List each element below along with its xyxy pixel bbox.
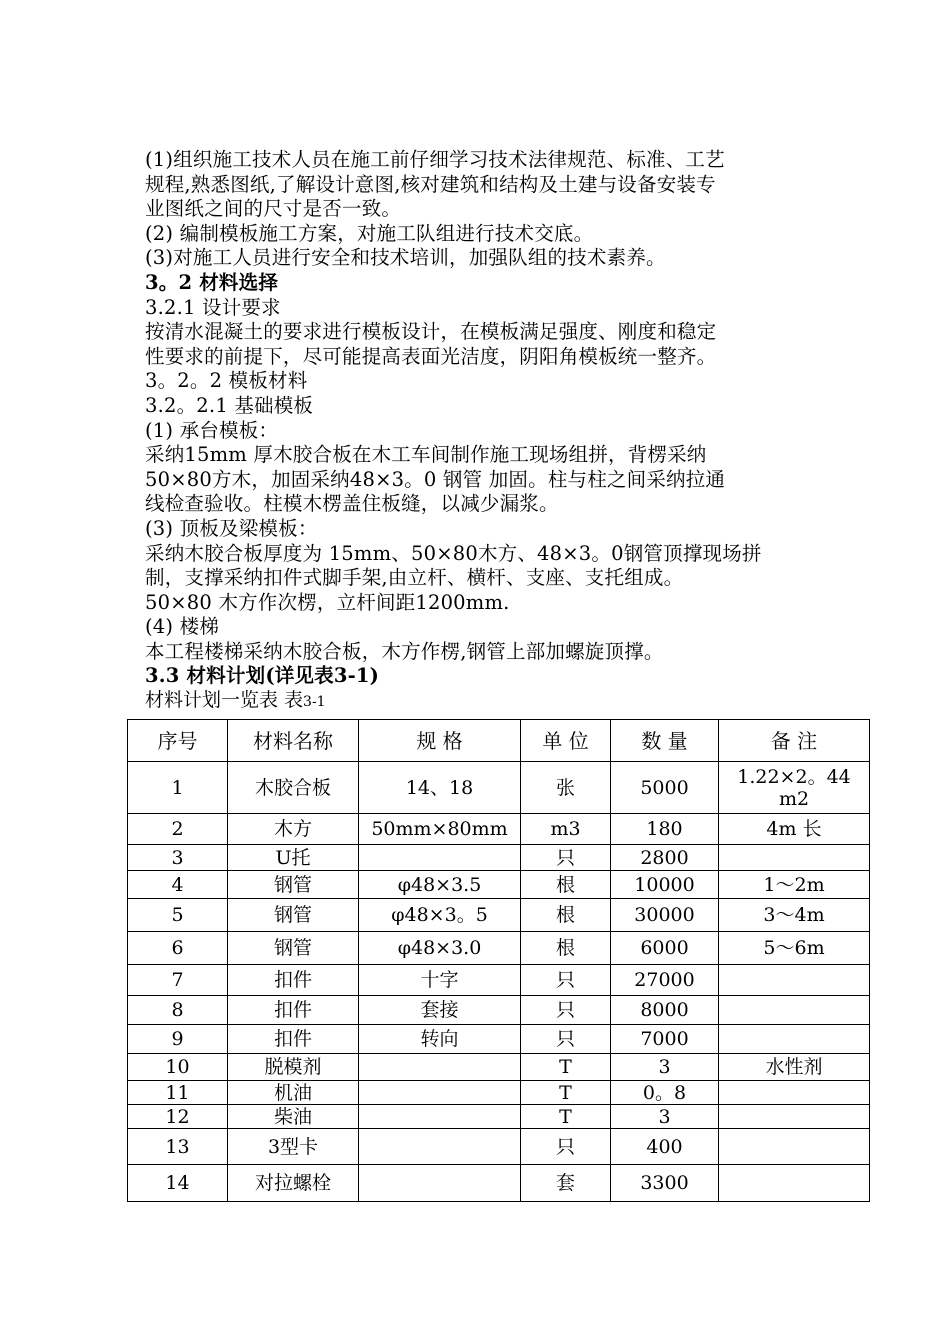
table-cell: φ48×3.0 — [359, 932, 521, 965]
table-cell: T — [521, 1054, 611, 1081]
table-row — [128, 762, 870, 814]
table-cell: 10000 — [611, 871, 719, 899]
table-cell — [719, 845, 870, 871]
table-cell — [719, 1129, 870, 1165]
table-header-row — [128, 720, 870, 762]
table-row — [128, 1081, 870, 1105]
table-row — [128, 845, 870, 871]
paragraph-line: 本工程楼梯采纳木胶合板，木方作楞,钢管上部加螺旋顶撑。 — [145, 639, 664, 663]
header-cell: 规 格 — [359, 720, 521, 762]
table-cell: 180 — [611, 814, 719, 845]
material-plan-table — [127, 719, 870, 1202]
table-row — [128, 1165, 870, 1202]
table-cell: φ48×3.5 — [359, 871, 521, 899]
table-cell: 十字 — [359, 965, 521, 996]
table-cell: 11 — [128, 1081, 228, 1105]
table-cell: 2 — [128, 814, 228, 845]
table-cell: 400 — [611, 1129, 719, 1165]
header-cell: 单 位 — [521, 720, 611, 762]
header-cell: 序号 — [128, 720, 228, 762]
table-cell — [359, 1105, 521, 1129]
table-cell: 14 — [128, 1165, 228, 1202]
table-cell: 13 — [128, 1129, 228, 1165]
paragraph-line: 50×80 木方作次楞，立杆间距1200mm. — [145, 590, 510, 614]
table-cell — [719, 1025, 870, 1054]
item-heading: (3) 顶板及梁模板： — [145, 516, 318, 540]
paragraph-line: 性要求的前提下，尽可能提高表面光洁度，阴阳角模板统一整齐。 — [145, 344, 717, 368]
table-cell: 8000 — [611, 996, 719, 1025]
table-cell: 只 — [521, 1025, 611, 1054]
table-cell: 3 — [128, 845, 228, 871]
table-cell: 4m 长 — [719, 814, 870, 845]
table-cell: 脱模剂 — [228, 1054, 359, 1081]
table-cell: 14、18 — [359, 762, 521, 814]
table-row — [128, 1129, 870, 1165]
subsection-heading: 3.2。2.1 基础模板 — [145, 393, 314, 417]
section-heading: 3。2 材料选择 — [145, 270, 279, 294]
table-row — [128, 1025, 870, 1054]
subsection-heading: 3。2。2 模板材料 — [145, 369, 308, 393]
table-cell: 水性剂 — [719, 1054, 870, 1081]
paragraph-line: (1)组织施工技术人员在施工前仔细学习技术法律规范、标准、工艺 — [145, 148, 725, 171]
table-row — [128, 814, 870, 845]
table-cell: 转向 — [359, 1025, 521, 1054]
table-cell: 4 — [128, 871, 228, 899]
table-cell: 木方 — [228, 814, 359, 845]
table-cell: 柴油 — [228, 1105, 359, 1129]
table-cell: 扣件 — [228, 1025, 359, 1054]
table-cell: 7000 — [611, 1025, 719, 1054]
table-cell: 只 — [521, 996, 611, 1025]
paragraph-line: 制，支撑采纳扣件式脚手架,由立杆、横杆、支座、支托组成。 — [145, 566, 684, 590]
table-cell: 1.22×2。44 m2 — [719, 762, 870, 814]
table-caption — [145, 689, 845, 711]
table-row — [128, 965, 870, 996]
table-cell: 50mm×80mm — [359, 814, 521, 845]
table-cell: 1 — [128, 762, 228, 814]
table-caption-number: 3-1 — [303, 694, 326, 711]
table-cell: T — [521, 1105, 611, 1129]
table-cell: 2800 — [611, 845, 719, 871]
document-body — [145, 148, 845, 711]
paragraph-line: 按清水混凝土的要求进行模板设计，在模板满足强度、刚度和稳定 — [145, 320, 717, 344]
table-cell: 根 — [521, 871, 611, 899]
header-cell: 备 注 — [719, 720, 870, 762]
table-cell: 木胶合板 — [228, 762, 359, 814]
table-cell: 1～2m — [719, 871, 870, 899]
table-row — [128, 871, 870, 899]
table-cell: 3 — [611, 1054, 719, 1081]
table-cell: 3～4m — [719, 899, 870, 932]
header-cell: 数 量 — [611, 720, 719, 762]
table-cell: U托 — [228, 845, 359, 871]
table-cell — [359, 1054, 521, 1081]
paragraph-line: 采纳15mm 厚木胶合板在木工车间制作施工现场组拼，背楞采纳 — [145, 443, 707, 467]
table-row — [128, 996, 870, 1025]
table-cell — [359, 1081, 521, 1105]
table-row — [128, 1105, 870, 1129]
table-cell: 5～6m — [719, 932, 870, 965]
table-cell: 9 — [128, 1025, 228, 1054]
table-cell: 3型卡 — [228, 1129, 359, 1165]
table-row — [128, 899, 870, 932]
table-cell: 30000 — [611, 899, 719, 932]
table-cell: T — [521, 1081, 611, 1105]
table-cell — [359, 1165, 521, 1202]
paragraph-line: 业图纸之间的尺寸是否一致。 — [145, 197, 402, 221]
table-cell — [359, 845, 521, 871]
table-cell: m3 — [521, 814, 611, 845]
subsection-heading: 3.2.1 设计要求 — [145, 295, 281, 319]
table-cell: 6 — [128, 932, 228, 965]
table-cell — [719, 965, 870, 996]
table-cell — [719, 1081, 870, 1105]
item-heading: (1) 承台模板： — [145, 418, 279, 442]
table-cell: 10 — [128, 1054, 228, 1081]
table-row — [128, 1054, 870, 1081]
table-cell: 5 — [128, 899, 228, 932]
table-row — [128, 932, 870, 965]
table-cell: 钢管 — [228, 871, 359, 899]
table-cell: 27000 — [611, 965, 719, 996]
table-cell — [359, 1129, 521, 1165]
paragraph-line: (3)对施工人员进行安全和技术培训，加强队组的技术素养。 — [145, 246, 666, 270]
table-cell: 对拉螺栓 — [228, 1165, 359, 1202]
table-cell: 钢管 — [228, 899, 359, 932]
table-cell: 套 — [521, 1165, 611, 1202]
table-cell: 机油 — [228, 1081, 359, 1105]
table-cell — [719, 996, 870, 1025]
table-cell: 5000 — [611, 762, 719, 814]
table-cell: 扣件 — [228, 965, 359, 996]
header-cell: 材料名称 — [228, 720, 359, 762]
table-cell — [719, 1105, 870, 1129]
table-cell: 0。8 — [611, 1081, 719, 1105]
table-cell: 张 — [521, 762, 611, 814]
table-cell: 12 — [128, 1105, 228, 1129]
paragraph-line: 线检查验收。柱模木楞盖住板缝，以减少漏浆。 — [145, 492, 559, 516]
paragraph-line: 50×80方木，加固采纳48×3。0 钢管 加固。柱与柱之间采纳拉通 — [145, 467, 726, 491]
table-caption-text: 材料计划一览表 表 — [145, 689, 304, 712]
table-cell: 套接 — [359, 996, 521, 1025]
table-cell: 3300 — [611, 1165, 719, 1202]
table-cell: 只 — [521, 1129, 611, 1165]
table-cell: 3 — [611, 1105, 719, 1129]
table-cell: φ48×3。5 — [359, 899, 521, 932]
table-cell: 扣件 — [228, 996, 359, 1025]
paragraph-line: 规程,熟悉图纸,了解设计意图,核对建筑和结构及土建与设备安装专 — [145, 172, 716, 196]
table-cell: 只 — [521, 845, 611, 871]
paragraph-line: (2) 编制模板施工方案，对施工队组进行技术交底。 — [145, 221, 594, 245]
table-cell: 8 — [128, 996, 228, 1025]
table-body — [128, 762, 870, 1202]
table-cell: 6000 — [611, 932, 719, 965]
table-cell: 7 — [128, 965, 228, 996]
item-heading: (4) 楼梯 — [145, 615, 220, 639]
section-heading: 3.3 材料计划(详见表3-1) — [145, 664, 380, 688]
table-cell: 钢管 — [228, 932, 359, 965]
table-cell: 只 — [521, 965, 611, 996]
table-cell — [719, 1165, 870, 1202]
paragraph-line: 采纳木胶合板厚度为 15mm、50×80木方、48×3。0钢管顶撑现场拼 — [145, 541, 762, 565]
table-cell: 根 — [521, 899, 611, 932]
table-cell: 根 — [521, 932, 611, 965]
